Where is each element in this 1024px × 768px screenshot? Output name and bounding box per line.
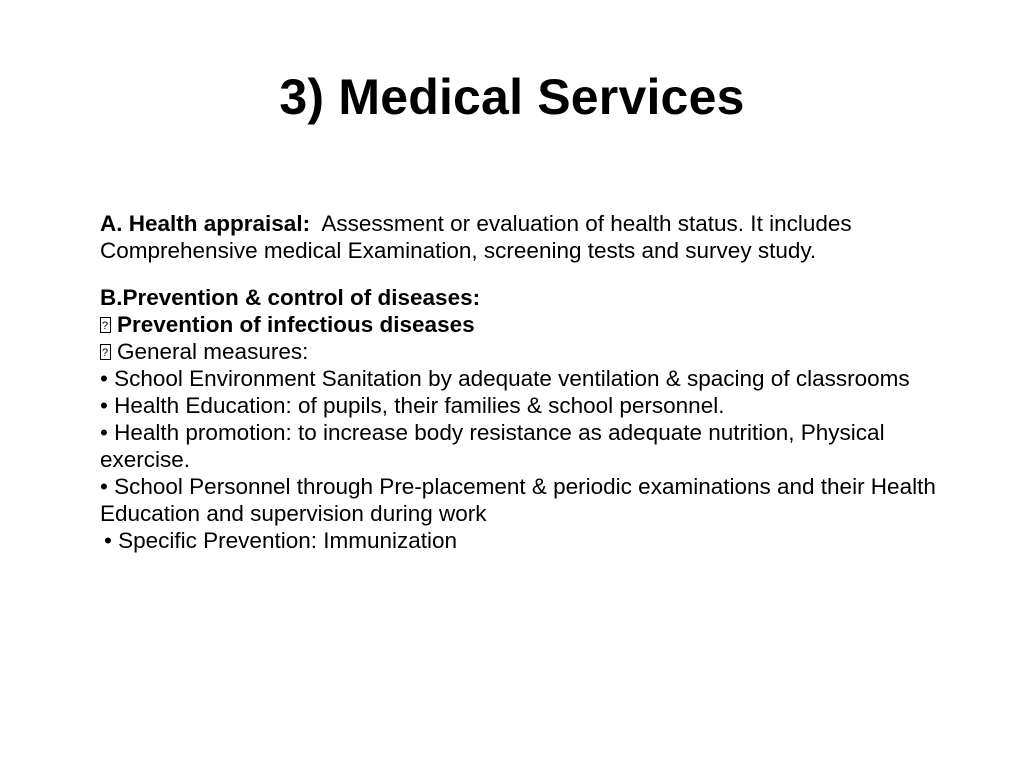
bullet-item: • School Personnel through Pre-placement & periodic examinations and their Health Education and supervision during work xyxy=(100,474,936,526)
bullet-item: • Health promotion: to increase body resistance as adequate nutrition, Physical exercise. xyxy=(100,420,885,472)
section-b-subheading-line xyxy=(100,311,980,338)
section-a xyxy=(100,210,980,264)
bullet-item: • School Environment Sanitation by adequate ventilation & spacing of classrooms xyxy=(100,366,910,391)
slide-title: 3) Medical Services xyxy=(279,69,745,125)
section-a-label: A. Health appraisal: xyxy=(100,211,311,236)
bullet-item: • Health Education: of pupils, their families & school personnel. xyxy=(100,393,725,418)
section-b-subheading: Prevention of infectious diseases xyxy=(117,312,475,337)
section-b-general-line xyxy=(100,338,980,365)
section-b-general: General measures: xyxy=(117,339,309,364)
missing-glyph-icon xyxy=(100,317,111,333)
section-a-text: Assessment or evaluation of health status. It includes Comprehensive medical Examination, screening tests and survey study. xyxy=(100,211,852,263)
paragraph-gap xyxy=(100,264,980,284)
slide-body xyxy=(100,210,980,554)
missing-glyph-icon xyxy=(100,344,111,360)
bullet-item: • Specific Prevention: Immunization xyxy=(104,528,458,553)
section-b xyxy=(100,284,980,554)
section-b-heading: B.Prevention & control of diseases: xyxy=(100,285,481,310)
